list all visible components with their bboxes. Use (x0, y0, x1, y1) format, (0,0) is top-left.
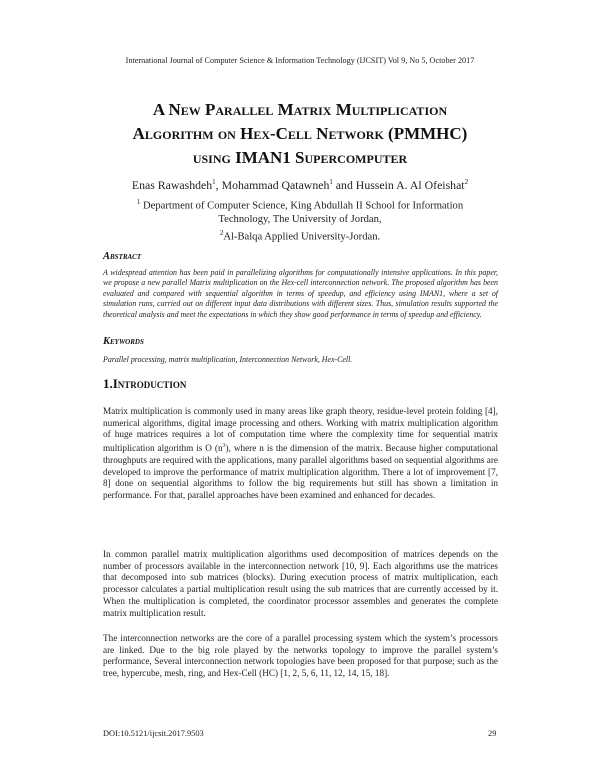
affiliations (100, 196, 500, 244)
affiliation-1-text: Department of Computer Science, King Abdullah II School for Information (140, 200, 464, 212)
section-title: Introduction (112, 376, 187, 391)
title-line-3b: IMAN1 (235, 148, 291, 167)
author-3: Hussein A. Al Ofeishat (355, 178, 465, 192)
section-number: 1. (103, 376, 113, 391)
abstract-heading: Abstract (103, 251, 142, 262)
intro-paragraph-3: The interconnection networks are the core of a parallel processing system which the system’s processors are linked. Due to the big role played by the networks topology to improve the parallel system’s performance, Several interconnection network topologies have been proposed for that purpose; such as the tree, hypercube, mesh, ring, and Hex-Cell (HC) [1, 2, 5, 6, 11, 12, 14, 15, 18]. (103, 633, 498, 679)
intro-p1-part-a: Matrix multiplication is commonly used in many areas like graph theory, residue-level protein folding [4], numerical algorithms, digital image processing and others. Working with matrix multiplication algorithm of huge matrices requires a lot of computation time where the complexity time for sequential matrix multiplication algorithm is O (n (103, 406, 498, 454)
author-separator-1: , (215, 178, 222, 192)
affiliation-2-text: Al-Balqa Applied University-Jordan. (223, 231, 381, 243)
title-line-2: Algorithm on Hex-Cell Network (PMMHC) (132, 124, 468, 143)
author-3-affil: 2 (464, 178, 469, 187)
title-line-3 (60, 146, 540, 170)
title-line-1: A New Parallel Matrix Multiplication (152, 100, 448, 119)
intro-p1-part-b: ), where n is the dimension of the matrix. Because higher computational throughputs are required with the applications, many parallel algorithms based on sequential algorithms are developed to improve the performance of matrix multiplication algorithm. There a lot of improvement [7, 8] done on sequential algorithms to follow the big requirements but still has shown a limitation in performance. For that, parallel approaches have been examined and enhanced for decades. (103, 443, 498, 500)
author-2: Mohammad Qatawneh (221, 178, 330, 192)
abstract-text: A widespread attention has been paid in parallelizing algorithms for computationally intensive applications. In this paper, we propose a new parallel Matrix multiplication on the Hex-cell interconnection network. The proposed algorithm has been evaluated and compared with sequential algorithm in terms of speedup, and efficiency using IMAN1, where a set of simulation runs, carried out on different input data distributions with different sizes. Thus, simulation results supported the theoretical analysis and meet the expectations in which they show good performance in terms of speedup and efficiency. (103, 268, 498, 319)
footer-doi: DOI:10.5121/ijcsit.2017.9503 (103, 729, 204, 738)
title-line-3a: using (192, 148, 236, 167)
intro-p1-exponent: 3 (222, 443, 226, 450)
author-1: Enas Rawashdeh (131, 178, 213, 192)
intro-paragraph-2: In common parallel matrix multiplication algorithms used decomposition of matrices depends on the number of processors available in the interconnection network [10, 9]. Each algorithms use the matrices that decomposed into sub matrices (blocks). During execution process of matrix multiplication, each processor calculates a partial multiplication result using the sub matrices that are currently accessed by it. When the multiplication is completed, the coordinator processor assembles and generates the complete matrix multiplication result. (103, 549, 498, 618)
paper-title (60, 98, 540, 170)
section-heading-introduction (103, 376, 186, 392)
intro-paragraph-1 (103, 406, 498, 502)
affiliation-line-3 (100, 227, 500, 244)
author-1-affil: 1 (212, 178, 216, 187)
author-separator-2: and (332, 178, 356, 192)
keywords-heading: Keywords (103, 336, 144, 347)
author-list (60, 178, 540, 193)
affiliation-line-1 (100, 196, 500, 213)
footer-page-number: 29 (488, 729, 497, 738)
affiliation-line-2: Technology, The University of Jordan, (218, 214, 382, 226)
affiliation-1-marker: 1 (136, 198, 141, 206)
title-line-3c: Supercomputer (290, 148, 408, 167)
keywords-text: Parallel processing, matrix multiplication, Interconnection Network, Hex-Cell. (103, 355, 353, 364)
author-2-affil: 1 (329, 178, 333, 187)
affiliation-2-marker: 2 (219, 228, 224, 237)
running-head: International Journal of Computer Science & Information Technology (IJCSIT) Vol 9, No 5, October 2017 (125, 56, 475, 65)
